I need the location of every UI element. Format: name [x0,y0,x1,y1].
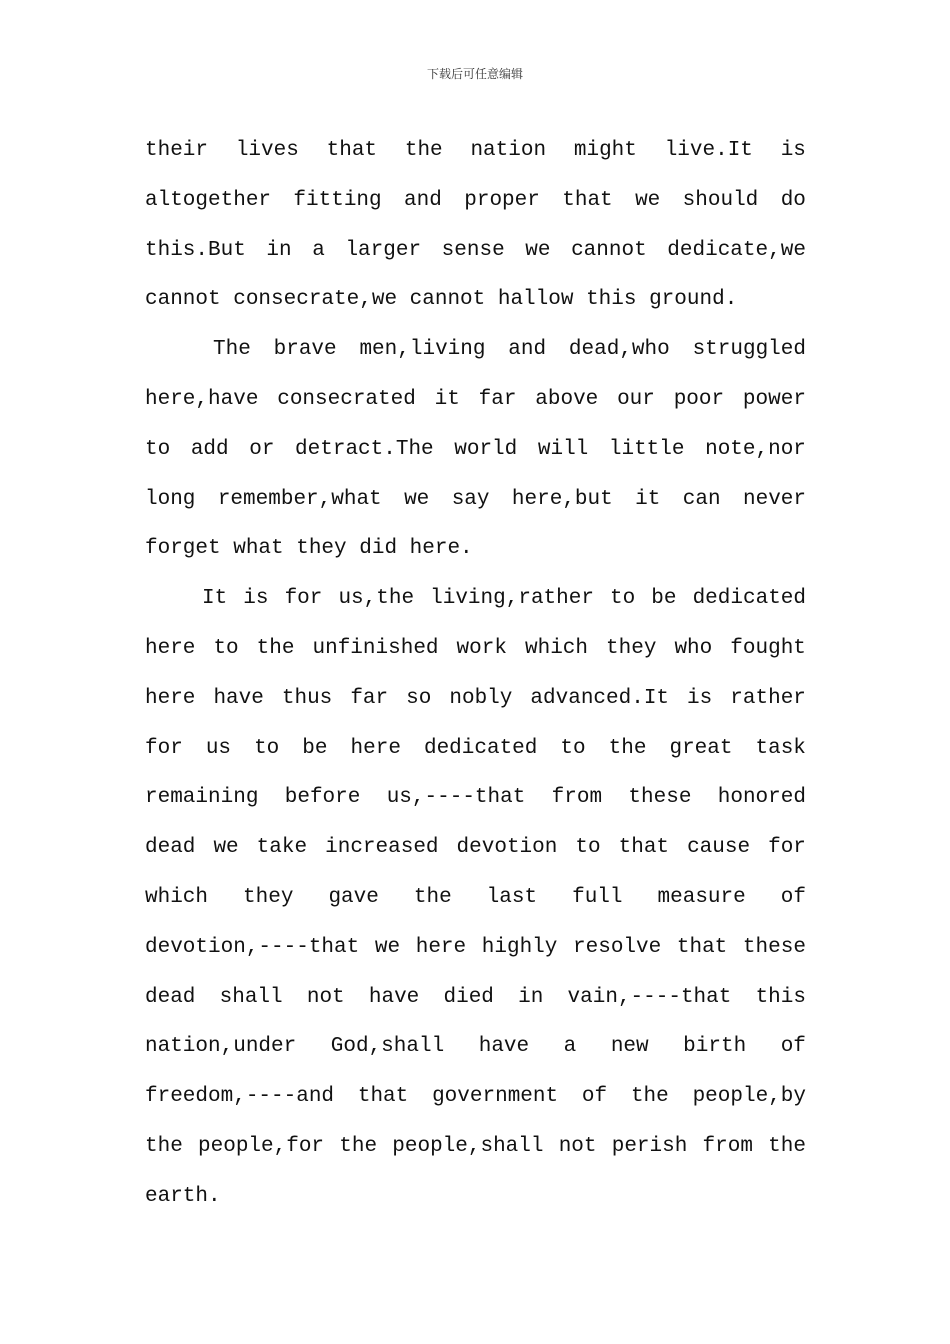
word: it [434,387,460,411]
word: we [374,935,401,959]
word: lives [235,139,299,162]
word: have [368,985,420,1009]
word: died [443,985,494,1009]
word: living,rather [430,587,594,611]
text-line [145,973,806,1023]
word: here,have [145,387,259,411]
word: fitting [293,188,382,212]
word: that [618,836,670,860]
word: people,shall [392,1134,544,1158]
word: task [755,736,806,760]
word: advanced.It [530,686,670,710]
word: dead,who [568,338,670,362]
word: struggled [692,338,806,362]
text-line [145,375,806,425]
word: can [682,487,721,511]
word: rather [730,686,806,710]
word: gave [328,885,379,909]
word: consecrated [277,387,416,411]
word: we [525,238,551,262]
word: which [524,636,588,660]
text-line [145,325,806,375]
word: dedicate,we [667,238,806,262]
word: thus [281,686,333,710]
word: cause [687,836,751,860]
word: measure [657,885,746,909]
text-line [145,773,806,823]
word: and [508,338,547,362]
word: is [243,587,269,611]
word: to [560,736,586,760]
paragraph [145,126,806,325]
word: they [243,885,294,909]
word: that [676,935,728,959]
word: to [213,636,239,660]
word: might [573,139,637,162]
word: perish [611,1134,688,1158]
word: take [256,836,308,860]
text-line [145,574,806,624]
word: it [635,487,661,511]
word: be [651,587,677,611]
word: this [755,985,806,1009]
word: new [610,1035,649,1059]
word: have [213,686,264,710]
word: here [145,636,196,660]
word: in [518,985,544,1009]
word: and [404,188,442,212]
text-line [145,823,806,873]
page-header: 下载后可任意编辑 [426,67,523,81]
text-line [145,126,806,176]
word: should [682,188,759,212]
word: here,but [511,487,613,511]
word: devotion [456,836,558,860]
word: is [687,686,713,710]
word: say [451,487,490,511]
word: increased [325,836,439,860]
word: dedicated [692,587,806,611]
word: of [581,1085,608,1109]
word: remaining [145,786,259,810]
word: have [478,1035,530,1059]
word: who [674,636,713,660]
text-line [145,176,806,226]
word: little [608,437,685,461]
word: do [780,188,806,212]
word: the [145,1134,183,1158]
word: they [606,636,657,660]
word: for [768,836,806,860]
word: in [266,238,292,262]
word: to [575,836,601,860]
word: note,nor [705,437,806,461]
word: vain,----that [567,985,732,1009]
word: last [486,885,538,909]
word: we [404,487,430,511]
word: dedicated [423,736,538,760]
paragraph [145,574,806,1221]
word: the [256,636,295,660]
word: of [780,1035,806,1059]
word: a [312,238,325,262]
word: is [780,139,806,162]
word: us [205,736,232,760]
text-line: forget what they did here. [145,537,473,561]
word: the [608,736,647,760]
paragraph [145,325,806,574]
word: live.It [664,139,753,162]
word: power [742,387,806,411]
word: here [145,686,196,710]
word: for [284,587,323,611]
text-line [145,475,806,525]
word: from [702,1134,753,1158]
word: the [404,139,443,162]
word: be [302,736,328,760]
text-line: earth. [145,1184,221,1208]
word: freedom,----and [145,1085,335,1109]
word: fought [730,636,806,660]
word: resolve [573,935,662,959]
word: these [742,935,806,959]
word: the [339,1134,378,1158]
word: a [563,1035,577,1059]
word: far [350,686,389,710]
word: poor [673,387,725,411]
word: to [254,736,280,760]
word: that [562,188,613,212]
word: great [669,736,733,760]
word: government [432,1085,559,1109]
word: for [145,736,183,760]
word: add [190,437,229,461]
word: nation [470,139,547,162]
word: here [415,935,467,959]
word: altogether [145,188,272,212]
word: the [413,885,452,909]
word: the [768,1134,806,1158]
word: brave [273,338,337,362]
document-body [145,126,806,1222]
word: cannot [571,238,647,262]
word: shall [219,985,283,1009]
text-line [145,425,806,475]
word: we [635,188,661,212]
word: our [617,387,655,411]
text-line [145,923,806,973]
word: these [628,786,692,810]
word: highly [481,935,558,959]
word: dead [145,985,196,1009]
word: dead [145,836,196,860]
word: larger [345,238,422,262]
word: work [456,636,507,660]
word: we [213,836,239,860]
word: It [202,587,228,611]
word: above [535,387,599,411]
word: their [145,139,209,162]
word: not [306,985,345,1009]
word: men,living [359,338,486,362]
word: honored [717,786,806,810]
text-line [145,1122,806,1172]
word: devotion,----that [145,935,360,959]
word: proper [464,188,540,212]
word: birth [683,1035,747,1059]
word: far [478,387,517,411]
word: us,----that [386,786,526,810]
word: of [780,885,806,909]
word: full [572,885,623,909]
word: us,the [338,587,415,611]
word: nobly [449,686,513,710]
word: nation,under [145,1035,297,1059]
text-line [145,624,806,674]
word: so [406,686,432,710]
text-line [145,1072,806,1122]
word: to [145,437,171,461]
word: never [742,487,806,511]
word: people,for [198,1134,325,1158]
text-line: cannot consecrate,we cannot hallow this ground. [145,288,738,312]
word: to [610,587,636,611]
word: sense [441,238,505,262]
text-line [145,1022,806,1072]
text-line [145,674,806,724]
word: God,shall [330,1035,445,1059]
word: that [326,139,378,162]
word: from [551,786,603,810]
text-line [145,226,806,276]
word: the [630,1085,669,1109]
text-line [145,873,806,923]
word: not [558,1134,597,1158]
word: here [350,736,401,760]
word: this.But [145,238,246,262]
word: The [213,338,251,362]
word: world [454,437,518,461]
word: people,by [692,1085,806,1109]
word: that [357,1085,409,1109]
word: unfinished [312,636,439,660]
word: remember,what [217,487,382,511]
word: or [249,437,275,461]
word: detract.The [295,437,434,461]
word: which [145,885,209,909]
word: long [145,487,196,511]
word: before [284,786,361,810]
word: will [537,437,589,461]
text-line [145,724,806,774]
